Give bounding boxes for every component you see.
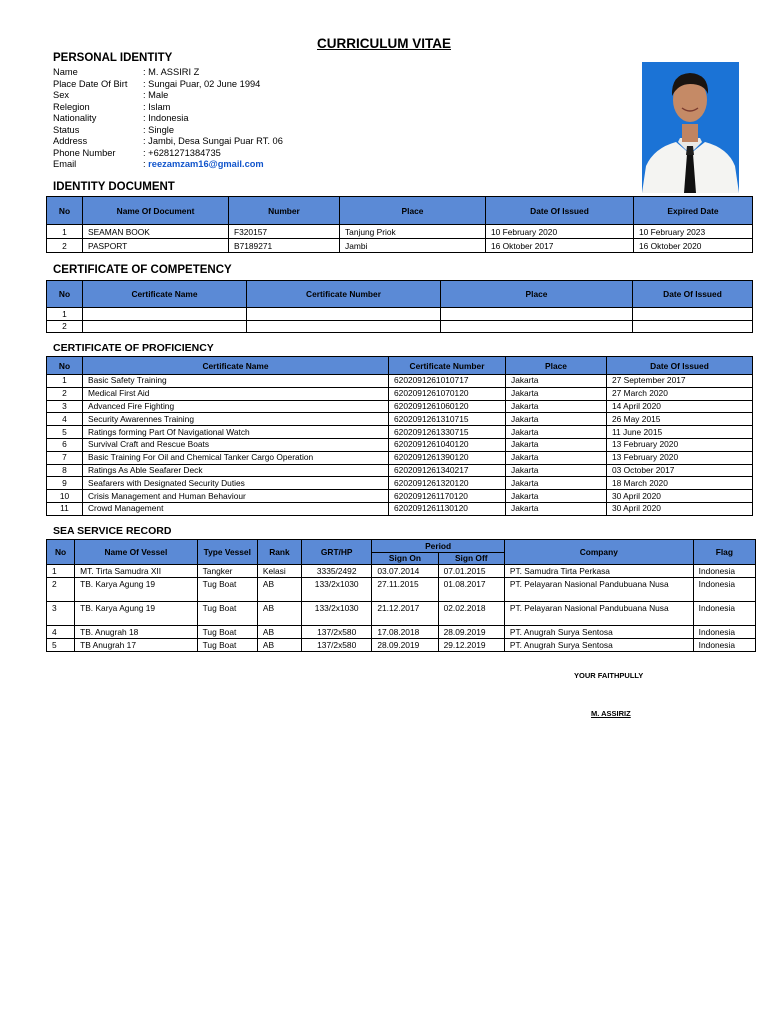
- col-header: Flag: [693, 540, 755, 565]
- document-title: CURRICULUM VITAE: [317, 36, 451, 51]
- col-header: Certificate Name: [83, 281, 247, 308]
- cell: Tug Boat: [197, 626, 257, 639]
- table-row: [47, 413, 753, 426]
- table-row: [47, 375, 753, 388]
- cell: MT. Tirta Samudra XII: [75, 565, 198, 578]
- pi-label: Sex: [53, 90, 70, 100]
- cell: 137/2x580: [302, 639, 372, 652]
- col-header: Date Of Issued: [633, 281, 753, 308]
- cell: 6202091261070120: [389, 387, 506, 400]
- competency-table: [46, 280, 753, 333]
- cell: TB. Karya Agung 19: [75, 602, 198, 626]
- cell: TB. Anugrah 18: [75, 626, 198, 639]
- cell: AB: [257, 602, 301, 626]
- cell: Tug Boat: [197, 639, 257, 652]
- cell: 5: [47, 426, 83, 439]
- cell: Jakarta: [506, 502, 607, 515]
- cell: 7: [47, 451, 83, 464]
- cell: 21.12.2017: [372, 602, 438, 626]
- table-header-row: [47, 357, 753, 375]
- cell: [441, 308, 633, 321]
- cell: Ratings forming Part Of Navigational Watch: [83, 426, 389, 439]
- cell: 1: [47, 565, 75, 578]
- personal-identity-list: [53, 67, 283, 171]
- cell: 30 April 2020: [607, 502, 753, 515]
- cell: 10 February 2020: [486, 225, 634, 239]
- col-header: Rank: [257, 540, 301, 565]
- cell: 6202091261010717: [389, 375, 506, 388]
- cell: Basic Safety Training: [83, 375, 389, 388]
- personal-identity-heading: PERSONAL IDENTITY: [53, 52, 173, 64]
- table-row: [47, 225, 753, 239]
- cell: [441, 320, 633, 333]
- table-row: [47, 239, 753, 253]
- col-header: Type Vessel: [197, 540, 257, 565]
- table-row: [47, 438, 753, 451]
- col-header: Number: [229, 197, 340, 225]
- cell: [247, 320, 441, 333]
- col-header: Certificate Number: [247, 281, 441, 308]
- col-header: Certificate Number: [389, 357, 506, 375]
- col-header-period: Period: [372, 540, 505, 553]
- cell: PT. Anugrah Surya Sentosa: [504, 626, 693, 639]
- col-header: No: [47, 357, 83, 375]
- cell: 11 June 2015: [607, 426, 753, 439]
- cell: [247, 308, 441, 321]
- cell: [633, 308, 753, 321]
- pi-value: [143, 159, 264, 171]
- pi-row-name: [53, 67, 283, 79]
- cell: Crisis Management and Human Behaviour: [83, 490, 389, 503]
- cell: [83, 320, 247, 333]
- cell: Ratings As Able Seafarer Deck: [83, 464, 389, 477]
- col-header: Expired Date: [634, 197, 753, 225]
- cell: 2: [47, 578, 75, 602]
- cell: Indonesia: [693, 639, 755, 652]
- cell: 6202091261390120: [389, 451, 506, 464]
- cell: PT. Pelayaran Nasional Pandubuana Nusa: [504, 602, 693, 626]
- cell: Jakarta: [506, 477, 607, 490]
- pi-value: : Male: [143, 90, 169, 100]
- cell: Tangker: [197, 565, 257, 578]
- cell: AB: [257, 578, 301, 602]
- pi-row-email: [53, 159, 283, 171]
- pi-label: Status: [53, 124, 80, 135]
- col-header: Date Of Issued: [607, 357, 753, 375]
- cell: 27 March 2020: [607, 387, 753, 400]
- cell: Security Awarennes Training: [83, 413, 389, 426]
- col-header: GRT/HP: [302, 540, 372, 565]
- table-row: [47, 387, 753, 400]
- col-header: Name Of Document: [83, 197, 229, 225]
- cell: TB Anugrah 17: [75, 639, 198, 652]
- cell: Jakarta: [506, 426, 607, 439]
- col-header: No: [47, 540, 75, 565]
- sea-service-table: [46, 539, 756, 652]
- cell: 6202091261330715: [389, 426, 506, 439]
- table-row: [47, 451, 753, 464]
- cell: Jakarta: [506, 490, 607, 503]
- cell: Indonesia: [693, 602, 755, 626]
- cell: Indonesia: [693, 626, 755, 639]
- table-row: [47, 565, 756, 578]
- cell: Indonesia: [693, 578, 755, 602]
- table-header-row: [47, 197, 753, 225]
- pi-label: Relegion: [53, 101, 90, 112]
- col-header: Place: [340, 197, 486, 225]
- table-row: [47, 400, 753, 413]
- cell: Jakarta: [506, 400, 607, 413]
- cell: Basic Training For Oil and Chemical Tanker Cargo Operation: [83, 451, 389, 464]
- pi-label: Place Date Of Birt: [53, 78, 128, 89]
- cell: 137/2x580: [302, 626, 372, 639]
- email-colon: :: [143, 159, 149, 169]
- profile-photo: [642, 62, 739, 193]
- cell: 2: [47, 320, 83, 333]
- pi-row-address: [53, 136, 283, 148]
- col-header: Company: [504, 540, 693, 565]
- cell: 133/2x1030: [302, 578, 372, 602]
- cell: 03 October 2017: [607, 464, 753, 477]
- identity-document-table: [46, 196, 753, 253]
- signatory-name: M. ASSIRIZ: [591, 709, 631, 718]
- table-header-row: [47, 281, 753, 308]
- cell: 3: [47, 400, 83, 413]
- table-row: [47, 426, 753, 439]
- cell: 6202091261340217: [389, 464, 506, 477]
- portrait-illustration: [642, 62, 739, 193]
- cell: [633, 320, 753, 333]
- cell: PT. Samudra Tirta Perkasa: [504, 565, 693, 578]
- col-header: Sign Off: [438, 552, 504, 565]
- cell: 6: [47, 438, 83, 451]
- col-header: Date Of Issued: [486, 197, 634, 225]
- col-header: Certificate Name: [83, 357, 389, 375]
- col-header: Name Of Vessel: [75, 540, 198, 565]
- cell: 27.11.2015: [372, 578, 438, 602]
- pi-value: : Islam: [143, 101, 171, 112]
- pi-label: Nationality: [53, 113, 97, 123]
- pi-row-nationality: [53, 113, 283, 125]
- cell: 16 Oktober 2017: [486, 239, 634, 253]
- cell: Jakarta: [506, 413, 607, 426]
- cell: 26 May 2015: [607, 413, 753, 426]
- cell: 3: [47, 602, 75, 626]
- cell: 11: [47, 502, 83, 515]
- pi-row-phone: [53, 148, 283, 160]
- cell: 1: [47, 375, 83, 388]
- table-row: [47, 464, 753, 477]
- pi-row-sex: [53, 90, 283, 102]
- cell: 13 February 2020: [607, 438, 753, 451]
- pi-value: : Indonesia: [143, 113, 189, 123]
- table-row: [47, 578, 756, 602]
- cell: 18 March 2020: [607, 477, 753, 490]
- pi-row-birth: [53, 79, 283, 91]
- cell: PT. Anugrah Surya Sentosa: [504, 639, 693, 652]
- cell: AB: [257, 626, 301, 639]
- cell: PASPORT: [83, 239, 229, 253]
- pi-label: Name: [53, 67, 78, 77]
- cell: 10: [47, 490, 83, 503]
- cell: Jakarta: [506, 464, 607, 477]
- cell: 02.02.2018: [438, 602, 504, 626]
- pi-value: : M. ASSIRI Z: [143, 67, 200, 77]
- cell: Tanjung Priok: [340, 225, 486, 239]
- proficiency-table: [46, 356, 753, 516]
- table-row: [47, 477, 753, 490]
- pi-value: : +6281271384735: [143, 147, 221, 158]
- cell: 6202091261060120: [389, 400, 506, 413]
- table-row: [47, 502, 753, 515]
- cell: PT. Pelayaran Nasional Pandubuana Nusa: [504, 578, 693, 602]
- col-header: No: [47, 197, 83, 225]
- cell: 1: [47, 225, 83, 239]
- cell: 9: [47, 477, 83, 490]
- cell: 03.07.2014: [372, 565, 438, 578]
- cell: 2: [47, 239, 83, 253]
- col-header: Sign On: [372, 552, 438, 565]
- cell: [83, 308, 247, 321]
- cell: Jakarta: [506, 387, 607, 400]
- cell: 6202091261170120: [389, 490, 506, 503]
- cell: 28.09.2019: [372, 639, 438, 652]
- identity-document-heading: IDENTITY DOCUMENT: [53, 181, 175, 193]
- col-header: No: [47, 281, 83, 308]
- cell: SEAMAN BOOK: [83, 225, 229, 239]
- cell: 13 February 2020: [607, 451, 753, 464]
- cell: Jakarta: [506, 438, 607, 451]
- cell: Jambi: [340, 239, 486, 253]
- cell: AB: [257, 639, 301, 652]
- cell: 4: [47, 626, 75, 639]
- cell: Tug Boat: [197, 602, 257, 626]
- col-header: Place: [506, 357, 607, 375]
- cell: 01.08.2017: [438, 578, 504, 602]
- cell: Indonesia: [693, 565, 755, 578]
- cell: 10 February 2023: [634, 225, 753, 239]
- pi-value: : Sungai Puar, 02 June 1994: [143, 78, 261, 89]
- pi-row-status: [53, 125, 283, 137]
- cell: 5: [47, 639, 75, 652]
- competency-heading: CERTIFICATE OF COMPETENCY: [53, 264, 232, 276]
- pi-value: : Jambi, Desa Sungai Puar RT. 06: [143, 136, 283, 146]
- sea-service-heading: SEA SERVICE RECORD: [53, 525, 172, 537]
- pi-label: Email: [53, 159, 77, 169]
- cell: Jakarta: [506, 375, 607, 388]
- cell: 133/2x1030: [302, 602, 372, 626]
- cell: 16 Oktober 2020: [634, 239, 753, 253]
- cell: 6202091261040120: [389, 438, 506, 451]
- cell: F320157: [229, 225, 340, 239]
- cell: 6202091261130120: [389, 502, 506, 515]
- cell: 8: [47, 464, 83, 477]
- cell: Crowd Management: [83, 502, 389, 515]
- cell: Tug Boat: [197, 578, 257, 602]
- cell: Survival Craft and Rescue Boats: [83, 438, 389, 451]
- cell: TB. Karya Agung 19: [75, 578, 198, 602]
- cell: 17.08.2018: [372, 626, 438, 639]
- cell: 3335/2492: [302, 565, 372, 578]
- pi-value: : Single: [143, 124, 175, 135]
- cell: 28.09.2019: [438, 626, 504, 639]
- cell: B7189271: [229, 239, 340, 253]
- cell: 30 April 2020: [607, 490, 753, 503]
- cell: 14 April 2020: [607, 400, 753, 413]
- email-link[interactable]: reezamzam16@gmail.com: [148, 159, 264, 169]
- table-row: [47, 490, 753, 503]
- cell: 27 September 2017: [607, 375, 753, 388]
- table-row: [47, 626, 756, 639]
- table-header-row: [47, 540, 756, 553]
- pi-row-religion: [53, 102, 283, 114]
- table-row: [47, 308, 753, 321]
- cell: Advanced Fire Fighting: [83, 400, 389, 413]
- table-row: [47, 320, 753, 333]
- cell: 2: [47, 387, 83, 400]
- cell: Medical First Aid: [83, 387, 389, 400]
- pi-label: Address: [53, 136, 88, 146]
- cell: Kelasi: [257, 565, 301, 578]
- cell: Jakarta: [506, 451, 607, 464]
- proficiency-heading: CERTIFICATE OF PROFICIENCY: [53, 342, 214, 354]
- table-row: [47, 639, 756, 652]
- col-header: Place: [441, 281, 633, 308]
- table-row: [47, 602, 756, 626]
- cell: 4: [47, 413, 83, 426]
- cell: 07.01.2015: [438, 565, 504, 578]
- cell: 6202091261310715: [389, 413, 506, 426]
- cell: 6202091261320120: [389, 477, 506, 490]
- closing-text: YOUR FAITHPULLY: [574, 671, 644, 680]
- cell: Seafarers with Designated Security Duties: [83, 477, 389, 490]
- cell: 1: [47, 308, 83, 321]
- pi-label: Phone Number: [53, 147, 116, 158]
- cell: 29.12.2019: [438, 639, 504, 652]
